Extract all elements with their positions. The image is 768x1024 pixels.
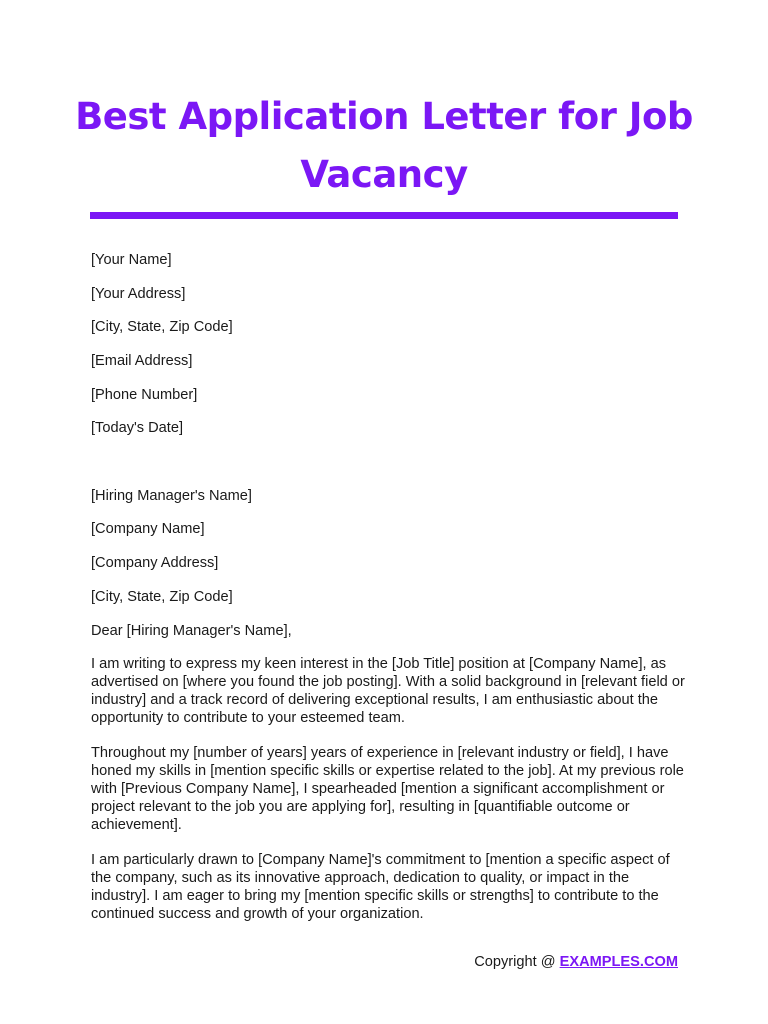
sender-name: [Your Name] (91, 252, 172, 268)
copyright-footer (420, 953, 678, 971)
sender-city-state-zip: [City, State, Zip Code] (91, 319, 233, 335)
recipient-city-state-zip: [City, State, Zip Code] (91, 589, 233, 605)
sender-email: [Email Address] (91, 353, 193, 369)
body-paragraph: I am writing to express my keen interest in the [Job Title] position at [Company Name], as advertised on [where you found the job posting]. With a solid background in [relevant field or industry] and a track record of delivering exceptional results, I am enthusiastic about the opportunity to contribute to your esteemed team. (91, 656, 685, 726)
sender-phone: [Phone Number] (91, 387, 198, 403)
letter-date: [Today's Date] (91, 420, 184, 436)
copyright-text: Copyright @ (474, 954, 560, 970)
title-divider (90, 212, 678, 219)
sender-address: [Your Address] (91, 286, 186, 302)
recipient-address: [Company Address] (91, 555, 219, 571)
salutation: Dear [Hiring Manager's Name], (91, 623, 292, 639)
recipient-company: [Company Name] (91, 521, 205, 537)
body-paragraph: Throughout my [number of years] years of experience in [relevant industry or field], I have honed my skills in [mention specific skills or expertise related to the job]. At my previous role with [Previous Company Name], I spearheaded [mention a significant accomplishment or project relevant to the job you are applying for], resulting in [quantifiable outcome or achievement]. (91, 745, 684, 833)
document-title: Best Application Letter for Job Vacancy (75, 95, 693, 196)
examples-com-link[interactable]: EXAMPLES.COM (559, 954, 678, 970)
recipient-name: [Hiring Manager's Name] (91, 488, 252, 504)
body-paragraph: I am particularly drawn to [Company Name]'s commitment to [mention a specific aspect of the company, such as its innovative approach, dedication to quality, or impact in the industry]. I am eager to bring my [mention specific skills or strengths] to contribute to the continued success and growth of your organization. (91, 852, 670, 922)
